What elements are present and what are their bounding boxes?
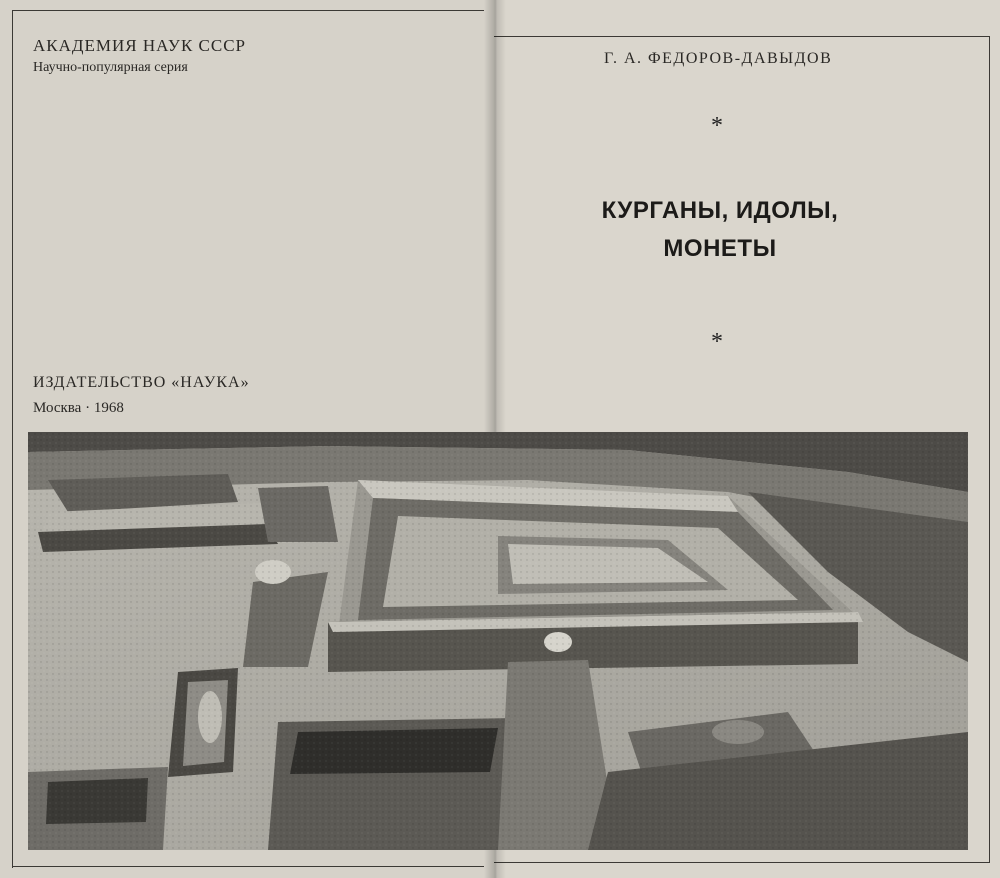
right-page-bottom-border [494,862,990,863]
left-page-top-border [12,10,484,11]
decorative-star-icon-bottom: * [711,329,723,355]
excavation-photo-image [28,432,968,850]
left-page-side-border [12,10,13,868]
right-page-side-border [989,36,990,862]
publisher-name: ИЗДАТЕЛЬСТВО «НАУКА» [33,374,250,391]
book-title-line-1: КУРГАНЫ, ИДОЛЫ, [601,197,839,224]
left-page-bottom-border [12,866,484,867]
book-title [560,192,880,268]
excavation-photo [28,432,968,850]
city-year: Москва · 1968 [33,400,124,416]
decorative-star-icon: * [711,113,723,139]
academy-heading: АКАДЕМИЯ НАУК СССР [33,36,247,55]
author-name: Г. А. ФЕДОРОВ-ДАВЫДОВ [604,50,833,67]
right-page-top-border [494,36,990,37]
series-label: Научно-популярная серия [33,60,188,75]
book-title-line-2: МОНЕТЫ [663,235,777,262]
